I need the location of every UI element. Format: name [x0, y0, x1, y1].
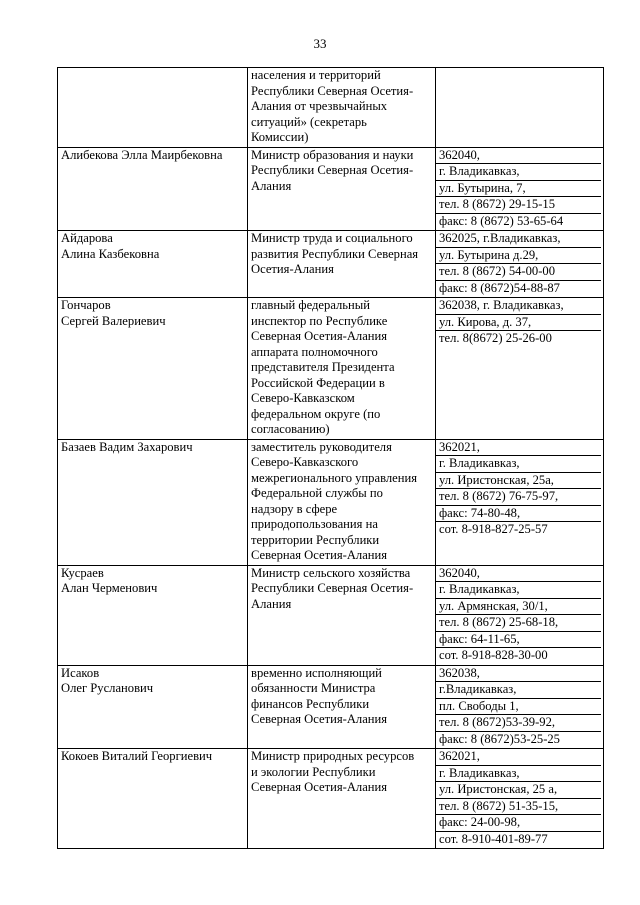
member-position-line: финансов Республики — [251, 696, 370, 711]
member-contact-line: факс: 8 (8672)54-88-87 — [439, 280, 560, 295]
member-name-line: Кусраев — [61, 565, 104, 580]
member-contact-line: 362040, — [436, 566, 601, 583]
member-position-line: аппарата полномочного — [251, 344, 378, 359]
member-contact-line: 362038, г. Владикавказ, — [436, 298, 601, 315]
member-position-line: представителя Президента — [251, 360, 395, 374]
table-body — [58, 68, 604, 849]
member-position-line: Северная Осетия-Алания — [251, 329, 388, 343]
member-position-line: Российской Федерации в — [251, 375, 385, 390]
member-name-line: Исаков — [61, 665, 100, 680]
member-contact-line: г. Владикавказ, — [436, 164, 601, 181]
member-position-line: федеральном округе (по — [251, 406, 381, 421]
member-contact-line: тел. 8 (8672) 29-15-15 — [436, 197, 601, 214]
member-contact-cell — [436, 298, 604, 440]
member-contact-cell — [436, 665, 604, 749]
member-position-line: Алания — [251, 178, 292, 193]
member-contact-cell — [436, 147, 604, 231]
member-position-line: природопользования на — [251, 517, 378, 531]
member-name-cell — [58, 439, 248, 565]
member-position-line: Республики Северная Осетия- — [251, 581, 414, 595]
member-position-line: развития Республики Северная — [251, 246, 419, 261]
member-contact-line: тел. 8(8672) 25-26-00 — [439, 331, 552, 345]
member-position-line: территории Республики — [251, 532, 380, 547]
member-contact-line: г. Владикавказ, — [436, 582, 601, 599]
member-position-line: Республики Северная Осетия- — [251, 83, 414, 98]
member-position-line: Осетия-Алания — [251, 262, 334, 276]
member-contact-line: г. Владикавказ, — [436, 766, 601, 783]
member-position-line: населения и территорий — [251, 68, 381, 82]
member-position-line: временно исполняющий — [251, 665, 382, 680]
member-contact-line: г. Владикавказ, — [436, 456, 601, 473]
member-position-line: Министр труда и социального — [251, 231, 413, 245]
member-contact-line: ул. Армянская, 30/1, — [436, 599, 601, 616]
member-contact-line: ул. Иристонская, 25 а, — [436, 782, 601, 799]
member-position-line: обязанности Министра — [251, 681, 376, 695]
member-contact-line: пл. Свободы 1, — [436, 699, 601, 716]
member-contact-cell — [436, 68, 604, 148]
table-row — [58, 68, 604, 148]
member-position-line: надзору в сфере — [251, 501, 338, 516]
member-position-line: Федеральной службы по — [251, 486, 383, 500]
member-position-cell — [248, 665, 436, 749]
member-contact-line: тел. 8 (8672)53-39-92, — [436, 715, 601, 732]
member-name-line: Гончаров — [61, 298, 111, 312]
table-row — [58, 231, 604, 298]
member-name-cell — [58, 298, 248, 440]
member-contact-line: ул. Бутырина, 7, — [436, 181, 601, 198]
member-position-line: согласованию) — [251, 422, 330, 436]
member-position-line: Алания от чрезвычайных — [251, 99, 388, 113]
member-name-line: Алибекова Элла Маирбековна — [61, 147, 223, 162]
member-name-line: Алан Черменович — [61, 581, 158, 595]
member-position-cell — [248, 68, 436, 148]
member-contact-line: 362021, — [436, 440, 601, 457]
table-row — [58, 147, 604, 231]
member-name-line: Кокоев Виталий Георгиевич — [61, 749, 213, 763]
member-position-cell — [248, 749, 436, 849]
table-row — [58, 298, 604, 440]
member-name-line: Айдарова — [61, 231, 113, 245]
member-contact-line: ул. Бутырина д.29, — [436, 248, 601, 265]
member-contact-line: 362025, г.Владикавказ, — [436, 231, 601, 248]
member-name-cell — [58, 68, 248, 148]
member-contact-line: факс: 24-00-98, — [436, 815, 601, 832]
member-position-line: инспектор по Республике — [251, 313, 388, 328]
member-position-line: Алания — [251, 596, 292, 611]
member-name-line: Базаев Вадим Захарович — [61, 439, 193, 454]
member-contact-line: факс: 74-80-48, — [436, 506, 601, 523]
member-name-line: Сергей Валериевич — [61, 313, 166, 328]
member-contact-line: тел. 8 (8672) 25-68-18, — [436, 615, 601, 632]
member-contact-line: 362038, — [436, 666, 601, 683]
member-contact-cell — [436, 231, 604, 298]
member-name-line: Олег Русланович — [61, 681, 154, 695]
member-name-cell — [58, 231, 248, 298]
member-name-cell — [58, 665, 248, 749]
member-contact-line: тел. 8 (8672) 76-75-97, — [436, 489, 601, 506]
member-position-line: Северо-Кавказского — [251, 455, 359, 469]
table-row — [58, 439, 604, 565]
member-position-cell — [248, 298, 436, 440]
member-contact-line: 362040, — [436, 148, 601, 165]
member-position-cell — [248, 147, 436, 231]
member-contact-cell — [436, 749, 604, 849]
member-position-line: межрегионального управления — [251, 470, 417, 485]
member-name-cell — [58, 565, 248, 665]
member-contact-line: сот. 8-910-401-89-77 — [439, 831, 548, 846]
member-contact-line: ул. Кирова, д. 37, — [436, 315, 601, 332]
member-contact-cell — [436, 565, 604, 665]
member-contact-line: сот. 8-918-827-25-57 — [439, 522, 548, 536]
member-contact-line: 362021, — [436, 749, 601, 766]
member-contact-line: тел. 8 (8672) 51-35-15, — [436, 799, 601, 816]
member-position-line: Северо-Кавказском — [251, 391, 355, 405]
member-contact-line: факс: 64-11-65, — [436, 632, 601, 649]
member-position-cell — [248, 231, 436, 298]
member-name-cell — [58, 749, 248, 849]
member-position-line: ситуаций» (секретарь — [251, 114, 367, 129]
member-position-line: Республики Северная Осетия- — [251, 163, 414, 177]
member-contact-line: факс: 8 (8672)53-25-25 — [439, 731, 560, 746]
member-contact-line: сот. 8-918-828-30-00 — [439, 648, 548, 662]
member-position-line: и экологии Республики — [251, 764, 376, 779]
table-row — [58, 665, 604, 749]
page-number: 33 — [313, 36, 327, 51]
member-contact-line: г.Владикавказ, — [436, 682, 601, 699]
member-position-cell — [248, 565, 436, 665]
table-row — [58, 749, 604, 849]
member-position-line: Северная Осетия-Алания — [251, 548, 388, 562]
commission-members-table — [57, 67, 604, 849]
member-position-line: Северная Осетия-Алания — [251, 780, 388, 794]
table-row — [58, 565, 604, 665]
member-contact-line: тел. 8 (8672) 54-00-00 — [436, 264, 601, 281]
member-position-line: Министр сельского хозяйства — [251, 565, 411, 580]
member-position-line: Комиссии) — [251, 130, 309, 144]
member-contact-line: ул. Иристонская, 25а, — [436, 473, 601, 490]
member-position-line: заместитель руководителя — [251, 439, 392, 454]
member-name-cell — [58, 147, 248, 231]
member-contact-line: факс: 8 (8672) 53-65-64 — [439, 213, 564, 228]
member-position-line: Министр образования и науки — [251, 147, 414, 162]
member-position-cell — [248, 439, 436, 565]
member-contact-cell — [436, 439, 604, 565]
member-position-line: Министр природных ресурсов — [251, 749, 415, 763]
member-position-line: Северная Осетия-Алания — [251, 712, 388, 726]
member-name-line: Алина Казбековна — [61, 246, 160, 261]
member-position-line: главный федеральный — [251, 298, 370, 312]
